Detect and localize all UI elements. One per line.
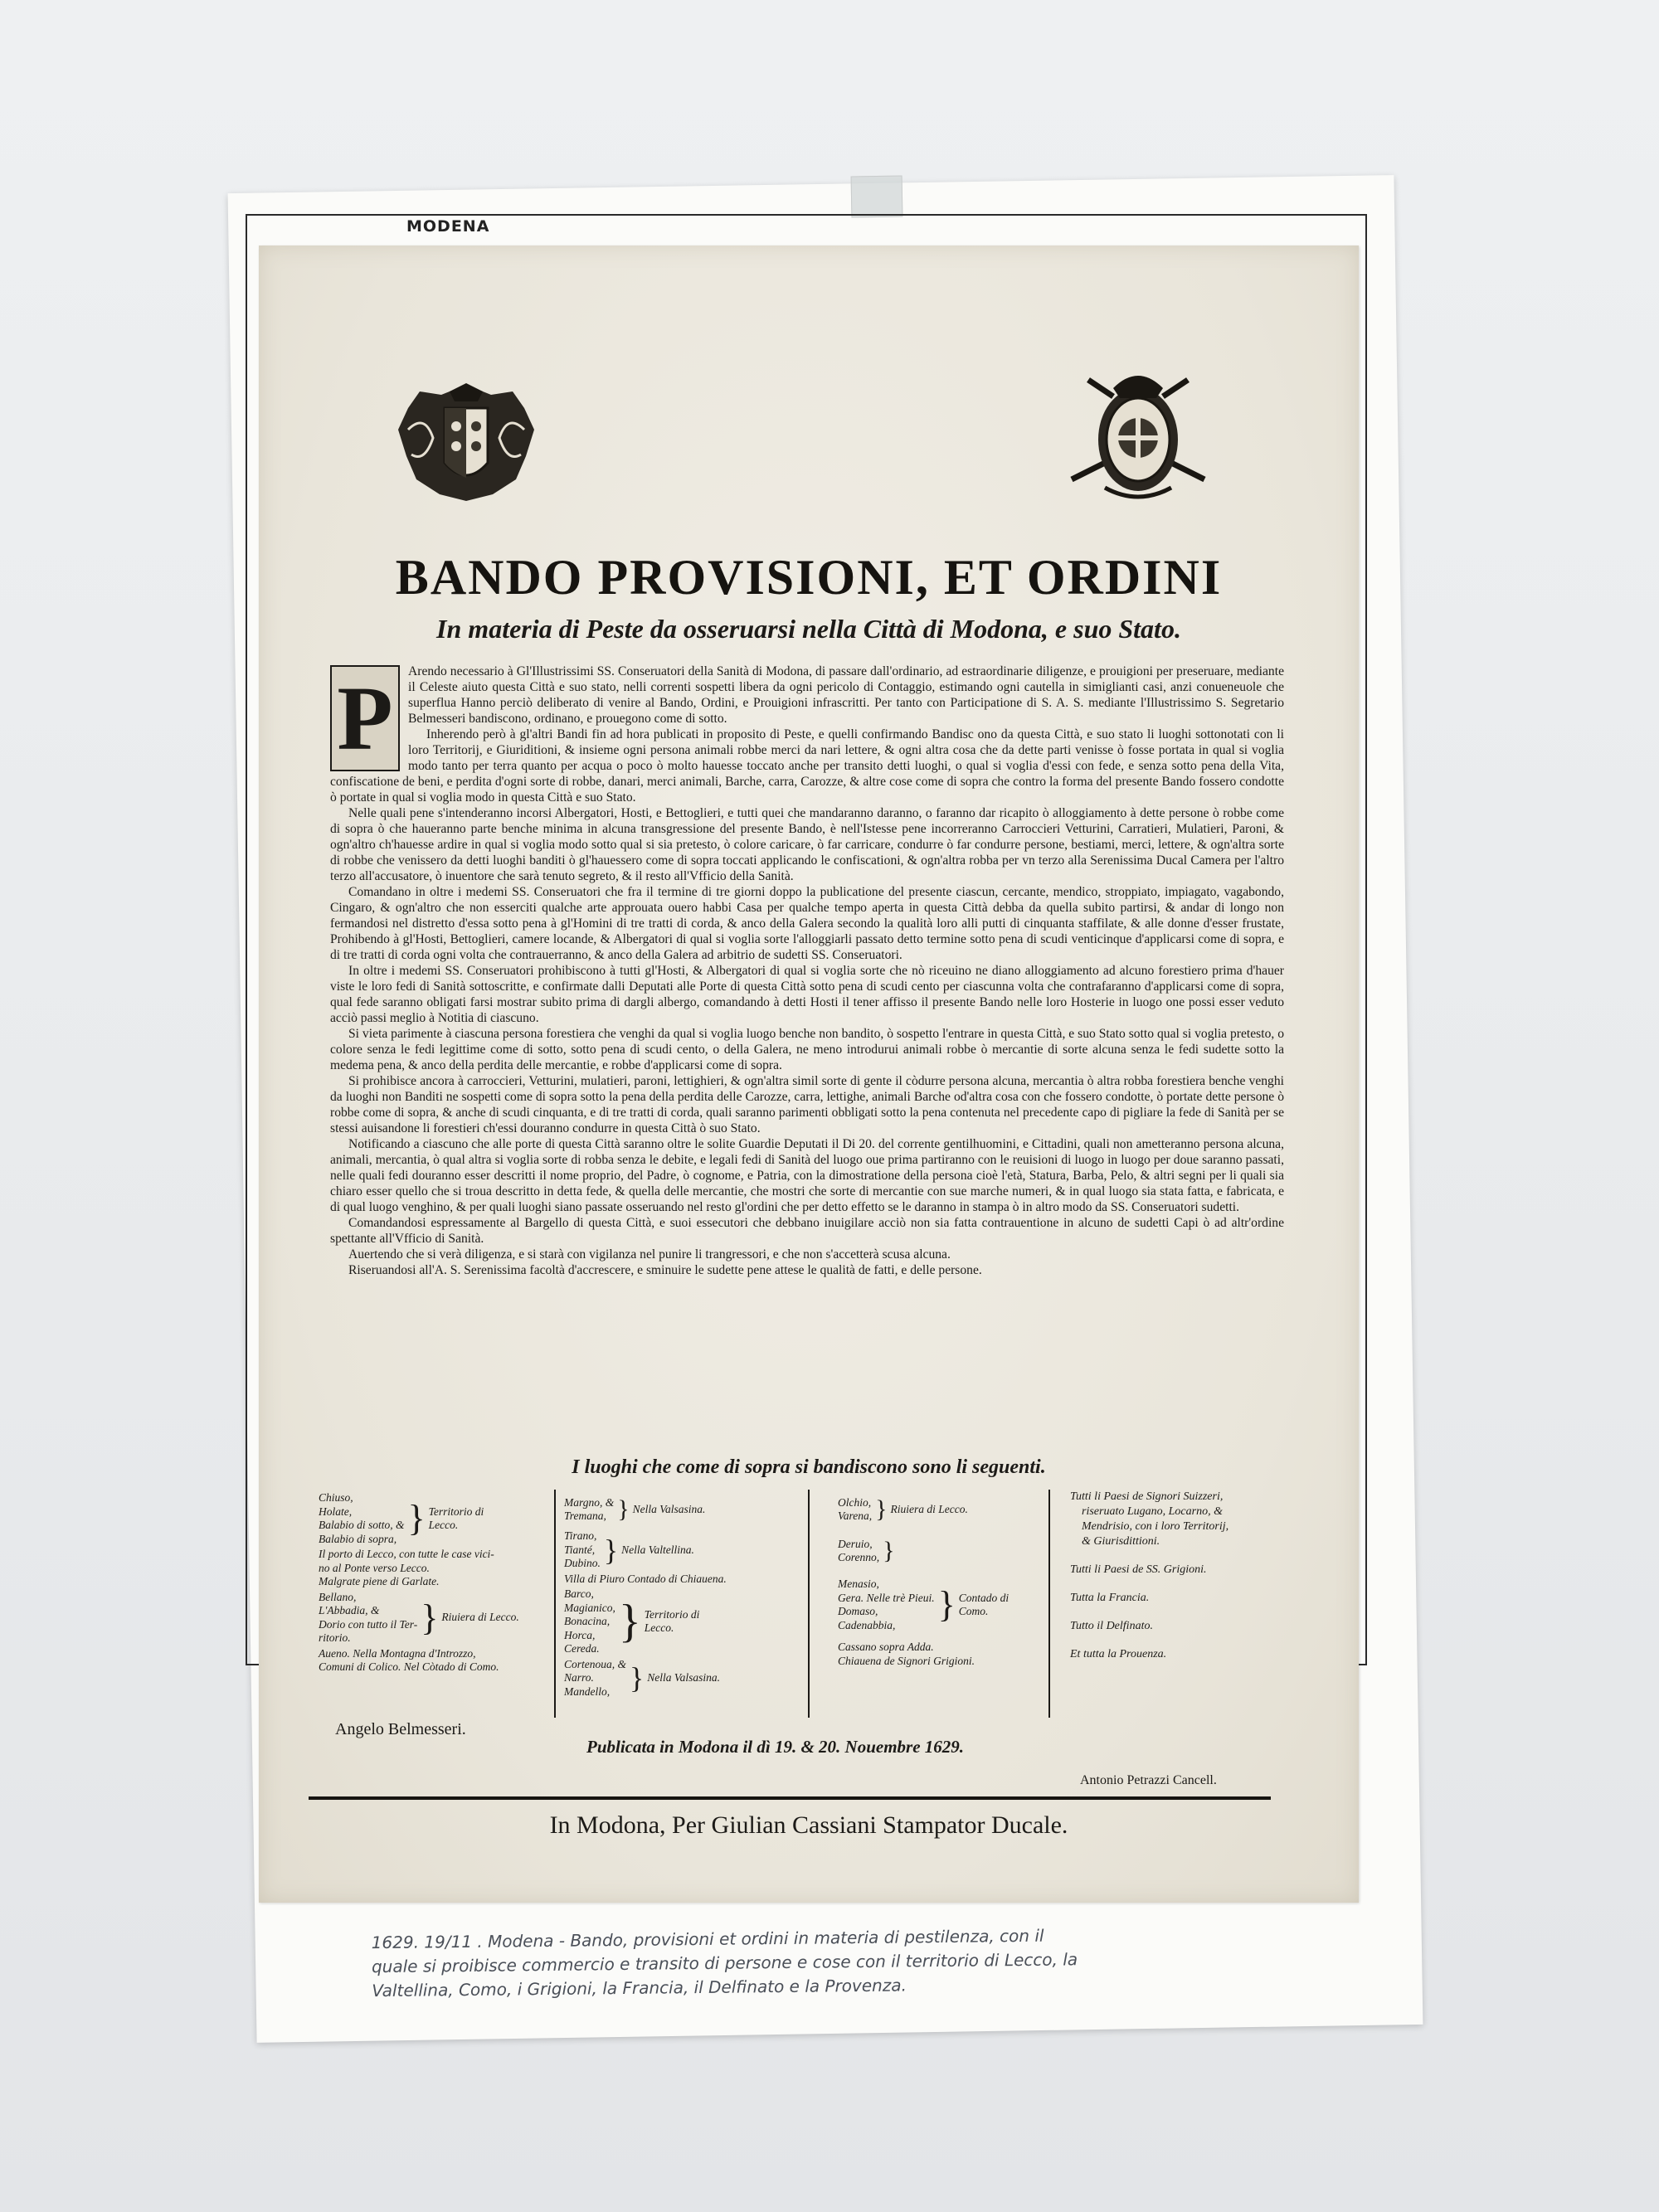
place-group-label: Contado di Como. bbox=[958, 1591, 1010, 1617]
place-group bbox=[564, 1658, 788, 1699]
place-entry: Malgrate piene di Garlate. bbox=[319, 1575, 440, 1587]
place-entry: Barco, bbox=[564, 1587, 594, 1600]
place-entry: Gera. Nelle trè Pieui. bbox=[838, 1591, 935, 1604]
column-divider bbox=[1048, 1490, 1050, 1718]
brace-glyph: } bbox=[617, 1495, 630, 1523]
place-group bbox=[564, 1529, 788, 1571]
place-entry: Mendrisio, con i loro Territorij, bbox=[1082, 1520, 1229, 1533]
decree-paragraph: Comandandosi espressamente al Bargello di questa Città, e suoi essecutori che debbano inuigilare acciò non sia fatta contrauentione in alcuno de sudetti Capi ò ad altr'ordine spettante all'Vfficio di Sanità. bbox=[330, 1216, 1284, 1246]
decree-paragraph: Riseruandosi all'A. S. Serenissima facoltà d'accrescere, e sminuire le sudette pene attese le qualità de fatti, e delle persone. bbox=[348, 1263, 982, 1277]
places-column-2 bbox=[564, 1490, 788, 1700]
signatory-name: Angelo Belmesseri. bbox=[335, 1720, 466, 1738]
place-group bbox=[564, 1587, 788, 1656]
document-sheet bbox=[259, 246, 1359, 1903]
place-group-label: Territorio di Lecco. bbox=[428, 1505, 484, 1531]
place-entry: Cassano sopra Adda. bbox=[838, 1641, 934, 1653]
place-group-label: Nella Valsasina. bbox=[647, 1671, 721, 1684]
place-entry: Tianté, bbox=[564, 1543, 596, 1556]
decree-paragraph: Inherendo però à gl'altri Bandi fin ad hora publicati in proposito di Peste, e quelli confirmando Bandisc ono da questa Città, e suo stato li luoghi sottonotati con li loro Territorij, e Giuriditioni, & insieme ogni persona animali robbe merci da nari lettere, & ogni altra cosa che da dette parti venisse ò fosse portata in qual si voglia modo tanto per terra quanto per acqua o poco ò molto hauesse toccato anche per transito detti luoghi, o qual si voglia d'essi con fede, e senza sotto pena della Vita, confiscatione de beni, e perdita d'ogni sorte di robbe, danari, merci animali, Barche, carra, Carozze, & altre cose come di sopra che contro la forma del presente Bando fossero condotte ò portate in qual si voglia modo in questa Città e suo Stato. bbox=[330, 727, 1284, 805]
brace-glyph: } bbox=[883, 1537, 895, 1564]
place-entry: Tutti li Paesi de SS. Grigioni. bbox=[1070, 1563, 1207, 1576]
place-entry: Deruio, bbox=[838, 1537, 873, 1550]
place-entry: Holate, bbox=[319, 1505, 353, 1518]
place-entry: Cadenabbia, bbox=[838, 1618, 896, 1631]
place-entry: L'Abbadia, & bbox=[319, 1604, 380, 1616]
decree-paragraph: Si prohibisce ancora à carroccieri, Vetturini, mulatieri, paroni, lettighieri, & ogn'altra simil sorte di gente il còdurre persona alcuna, mercantia ò altra robba forestiera benche venghi da luoghi non Banditi ne sospetti come di sopra sotto la pena della perdita delle Carozze, carra, lettighe, animali Barche od'altra cosa con che fossero condotte, ò portate dette persone ò robbe come di sopra, & anche di scudi cinquanta, e di tre tratti di corda, quali saranno parimenti obbligati sotto la pena contenuta nel precedente capo di pigliare la fede di Sanità per se stessi auisandone li forestieri ch'essi douranno condurre in questa Città ò suo Stato. bbox=[330, 1074, 1284, 1135]
place-entry: Cereda. bbox=[564, 1642, 600, 1655]
decree-paragraph: Notificando a ciascuno che alle porte di questa Città saranno oltre le solite Guardie Deputati il Di 20. del corrente gentilhuomini, e Cittadini, quali non ametteranno persona alcuna, animali, mercantia, ò qual altra si voglia sorte di robba senza le debite, e legali fedi di Sanità del luogo oue prima partiranno con le reuisioni di luogo in luogo per doue saranno passati, nelle quali fedi douranno esser descritti il nome proprio, del Padre, ò cognome, e Patria, con la dimostratione della persona cioè l'età, Statura, Barba, Pelo, & altri segni per li quali sia chiaro esser quello che si troua descritto in detta fede, & quella delle mercantie, che mostri che sorte di mercantie con sue marche numeri, & in qual luogo sia stata fatta, e fabricata, e di qual luogo venghino, & per quali luoghi siano passate osseruando nel resto gl'ordini che per detto effetto se le daranno in stampa ò in altro modo da SS. Conseruatori sudetti. bbox=[330, 1137, 1284, 1214]
place-entry: Menasio, bbox=[838, 1578, 879, 1590]
place-entry: Mandello, bbox=[564, 1685, 611, 1698]
mount-label: MODENA bbox=[406, 217, 490, 236]
places-column-3 bbox=[838, 1490, 1045, 1668]
brace-glyph: } bbox=[937, 1584, 956, 1625]
brace-glyph: } bbox=[407, 1498, 426, 1539]
place-entry: riseruato Lugano, Locarno, & bbox=[1082, 1505, 1223, 1518]
place-entry: Il porto di Lecco, con tutte le case vici- bbox=[319, 1548, 494, 1560]
place-entry: Bellano, bbox=[319, 1590, 357, 1603]
place-entry: Cortenoua, & bbox=[564, 1657, 627, 1670]
places-column-4 bbox=[1070, 1490, 1294, 1662]
decree-paragraph: Auertendo che si verà diligenza, e si starà con vigilanza nel punire li trangressori, e che non s'accetterà scusa alcuna. bbox=[348, 1247, 951, 1262]
place-entry: Tutto il Delfinato. bbox=[1070, 1620, 1153, 1632]
place-entry: Horca, bbox=[564, 1628, 596, 1641]
place-group-label: Nella Valtellina. bbox=[621, 1543, 694, 1556]
left-coat-of-arms-image bbox=[392, 380, 541, 504]
decree-paragraph: Comandano in oltre i medemi SS. Conseruatori che fra il termine di tre giorni doppo la publicatione del presente ciascun, cercante, mendico, stroppiato, impiagato, vagabondo, Cingaro, & ogn'altro che non esserciti qualche arte approuata ouero habbi Casa per qualche tempo aperta in questa Città debba da quella subito partirsi, & andar di longo non fermandosi nel distretto d'essa sotto pena à gl'Homini di tre tratti di corda, & anco della Galera secondo la qualità loro alli putti di cinquanta staffilate, & alle donne d'esser frustate, Prohibendo à gl'Hosti, Bettoglieri, camere locande, & Albergatori di qual si voglia sorte l'alloggiarli passato detto termine sotto pena di scudi venticinque d'applicarsi come di sopra, e di tre tratti di corda ogni volta che contrauerranno, & anco della Galera ad arbitrio de sudetti SS. Conseruatori. bbox=[330, 885, 1284, 962]
place-entry: Olchio, bbox=[838, 1495, 872, 1509]
place-entry: Tutta la Francia. bbox=[1070, 1592, 1150, 1604]
dropcap-letter: P bbox=[337, 668, 393, 769]
place-group-label: Territorio di Lecco. bbox=[644, 1607, 700, 1635]
place-entry: Chiuso, bbox=[319, 1491, 353, 1504]
decorated-initial-image bbox=[330, 665, 400, 771]
place-entry: Narro. bbox=[564, 1671, 594, 1684]
place-entry: Tirano, bbox=[564, 1529, 597, 1542]
column-divider bbox=[808, 1490, 810, 1718]
caption-line: Valtellina, Como, i Grigioni, la Francia, il Delfinato e la Provenza. bbox=[372, 1975, 907, 2001]
column-divider bbox=[554, 1490, 556, 1718]
caption-line: 1629. 19/11 . Modena - Bando, provisioni et ordini in materia di pestilenza, con il bbox=[371, 1925, 1044, 1953]
place-group bbox=[838, 1533, 1045, 1569]
place-entry: Chiauena de Signori Grigioni. bbox=[838, 1654, 975, 1667]
place-entry: Et tutta la Prouenza. bbox=[1070, 1648, 1167, 1660]
place-group bbox=[319, 1591, 542, 1646]
decree-paragraph: In oltre i medemi SS. Conseruatori prohibiscono à tutti gl'Hosti, & Albergatori di qual si voglia sorte che nò riceuino ne diano alloggiamento ad alcuno forestiero prima d'hauer viste le loro fedi di Sanità sottoscritte, e confirmate dalli Deputati alle Porte di questa Città sotto pena di scudi cento per ciascunna volta che contrafaranno d'applicarsi come di sopra, qual fede saranno obligati farsi mostrar subito prima di dargli albergo, comandando à detti Hosti il tener affisso il presente Bando nelle loro Hosterie in luogo one possi esser veduto acciò passi meglio à Notitia di ciascuno. bbox=[330, 964, 1284, 1025]
brace-glyph: } bbox=[618, 1596, 641, 1648]
right-coat-of-arms-image bbox=[1055, 363, 1221, 513]
place-group bbox=[838, 1578, 1045, 1632]
handwritten-caption bbox=[372, 1921, 1351, 2003]
place-entry: ritorio. bbox=[319, 1631, 351, 1644]
decree-paragraph: Si vieta parimente à ciascuna persona forestiera che venghi da qual si voglia luogo benche non bandito, ò sospetto l'entrare in questa Città, e suo Stato sotto qual si voglia pretesto, o colore senza le fedi legittime come di sotto, sotto pena di scudi cento, o della Galera, ne meno introdurui animali robbe ò mercantie di sorte alcuna senza le fedi sudette sotto la medema pena, & anco della perdita delle mercantie, e robbe d'applicarsi come di sopra. bbox=[330, 1027, 1284, 1072]
decree-paragraph: Arendo necessario à Gl'Illustrissimi SS. Conseruatori della Sanità di Modona, di passare dall'ordinario, ad estraordinarie diligenze, e prouigioni per preseruare, mediante il Celeste aiuto questa Città e suo stato, nelli correnti sospetti libera da ogni pericolo di Contaggio, estimando ogni cautella in simiglianti casi, anzi conueneuole che superflua Hanno perciò deliberato di venire al Bando, Ordini, e Prouigioni infrascritti. Per tanto con Participatione di S. A. S. mediante l'Illustrissimo S. Segretario Belmesseri bandiscono, ordinano, e prouegono come di sotto. bbox=[408, 664, 1284, 726]
place-entry: Margno, & bbox=[564, 1495, 615, 1509]
publication-date: Publicata in Modona il dì 19. & 20. Nouembre 1629. bbox=[586, 1737, 965, 1757]
place-entry: Balabio di sopra, bbox=[319, 1532, 397, 1545]
decree-body bbox=[330, 664, 1284, 1278]
place-entry: & Giurisdittioni. bbox=[1082, 1535, 1160, 1548]
place-entry: no al Ponte verso Lecco. bbox=[319, 1561, 430, 1574]
place-entry: Bonacina, bbox=[564, 1615, 611, 1627]
place-group-label: Riuiera di Lecco. bbox=[890, 1502, 968, 1515]
place-entry: Tutti li Paesi de Signori Suizzeri, bbox=[1070, 1490, 1224, 1503]
place-entry: Magianico, bbox=[564, 1601, 615, 1614]
place-group-label: Nella Valsasina. bbox=[632, 1502, 706, 1515]
places-heading: I luoghi che come di sopra si bandiscono sono li seguenti. bbox=[572, 1456, 1046, 1478]
place-group bbox=[319, 1491, 542, 1546]
place-entry: Domaso, bbox=[838, 1605, 878, 1617]
place-group bbox=[838, 1491, 1045, 1528]
brace-glyph: } bbox=[875, 1495, 888, 1523]
place-entry: Aueno. Nella Montagna d'Introzzo, bbox=[319, 1646, 476, 1660]
document-subtitle: In materia di Peste da osseruarsi nella Città di Modona, e suo Stato. bbox=[436, 614, 1181, 644]
brace-glyph: } bbox=[421, 1597, 439, 1638]
place-group bbox=[564, 1491, 788, 1528]
tape-strip bbox=[851, 175, 903, 217]
printer-imprint: In Modona, Per Giulian Cassiani Stampator Ducale. bbox=[549, 1811, 1068, 1839]
place-entry: Corenno, bbox=[838, 1551, 880, 1563]
place-entry: Villa di Piuro Contado di Chiauena. bbox=[564, 1572, 727, 1585]
place-entry: Dubino. bbox=[564, 1557, 601, 1569]
brace-glyph: } bbox=[603, 1533, 619, 1567]
footer-rule bbox=[309, 1796, 1271, 1800]
chancellor-name: Antonio Petrazzi Cancell. bbox=[1080, 1773, 1217, 1787]
places-column-1 bbox=[319, 1490, 542, 1675]
document-title: BANDO PROVISIONI, ET ORDINI bbox=[395, 550, 1223, 605]
place-entry: Balabio di sotto, & bbox=[319, 1519, 405, 1531]
place-group-label: Riuiera di Lecco. bbox=[441, 1611, 519, 1624]
place-entry: Dorio con tutto il Ter- bbox=[319, 1617, 418, 1631]
place-entry: Tremana, bbox=[564, 1510, 606, 1522]
place-entry: Varena, bbox=[838, 1510, 873, 1522]
brace-glyph: } bbox=[630, 1661, 645, 1695]
caption-line: quale si proibisce commercio e transito di persone e cose con il territorio di Lecco, la bbox=[371, 1949, 1078, 1977]
place-entry: Comuni di Colico. Nel Còtado di Como. bbox=[319, 1660, 499, 1673]
decree-paragraph: Nelle quali pene s'intenderanno incorsi Albergatori, Hosti, e Bettoglieri, e tutti quei che mandaranno daranno, o faranno dar ricapito ò alloggiamento à dette persone ò robbe come di sopra ò che haueranno parte benche minima in alcuna transgressione del presente Bando, è nell'Istesse pene incorreranno Carroccieri Vetturini, Carratieri, Mulatieri, Paroni, & ogn'altro ch'hauesse ardire in qual si voglia modo sotto qual si sia pretesto, ò colore caricare, ò far carricare, condurre ò far condurre persone, bestiami, merci, lettere, & ogn'altra sorte di robbe che venissero da detti luoghi banditi ò gl'hauessero come di sopra toccati applicando le confiscationi, & ogn'altra robba per vn terzo alla Serenissima Ducal Camera per l'altro terzo all'accusatore, ò inuentore che sarà tenuto segreto, & il resto all'Vfficio della Sanità. bbox=[330, 806, 1284, 883]
